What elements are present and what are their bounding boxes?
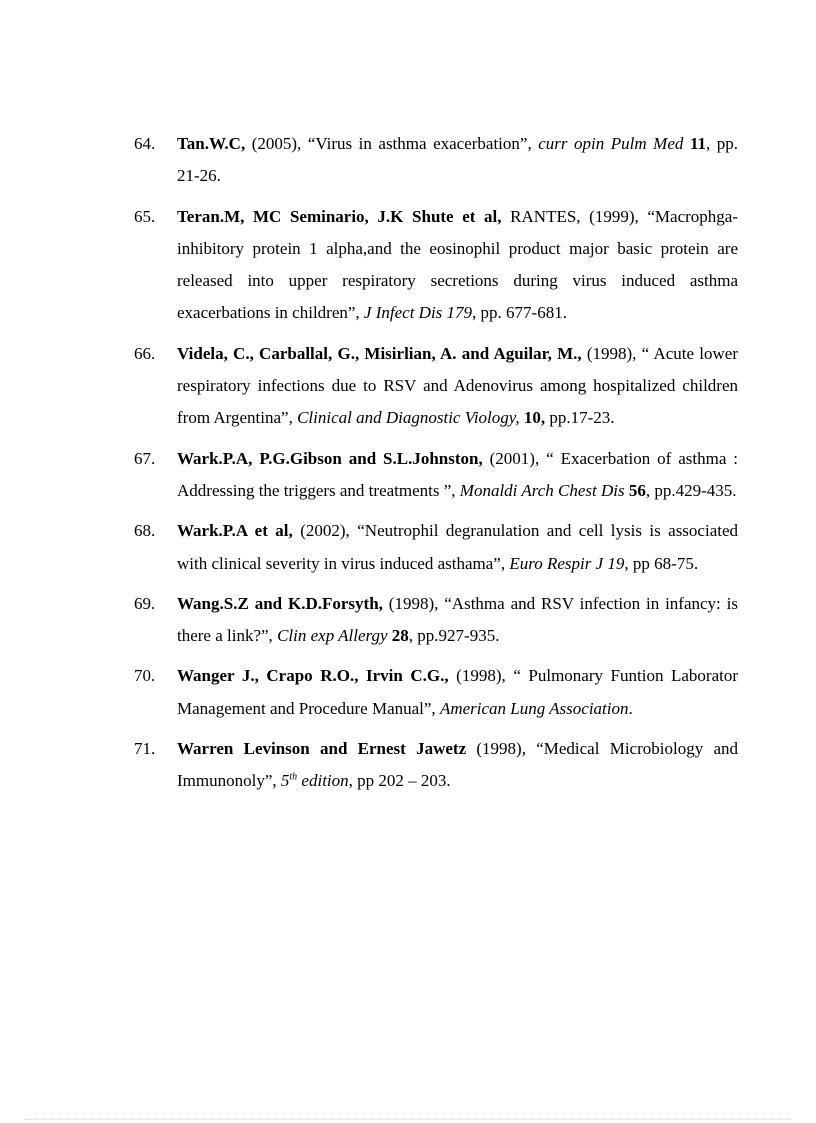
reference-number: 70. xyxy=(134,666,156,686)
reference-year: (1998), xyxy=(581,343,642,363)
reference-title: “ Pulmonary Funtion Laborator Management and Procedure Manual”, xyxy=(177,666,739,718)
reference-item xyxy=(134,515,738,580)
reference-title: “ Acute lower respiratory infections due to RSV and Adenovirus among hospitalized children from Argentina”, xyxy=(177,343,738,428)
reference-year: (2002), xyxy=(292,521,358,541)
reference-number: 67. xyxy=(134,448,156,468)
reference-year: (1998), xyxy=(382,593,445,613)
reference-volume: 28 xyxy=(391,626,409,646)
reference-text xyxy=(177,515,738,580)
reference-journal: curr opin Pulm Med xyxy=(538,134,684,153)
reference-volume: 11 xyxy=(689,134,706,153)
reference-item xyxy=(134,201,738,330)
reference-pages: . xyxy=(628,698,633,718)
reference-edition xyxy=(281,771,349,790)
reference-item xyxy=(134,128,738,193)
reference-pages: , pp. 21-26. xyxy=(177,134,739,186)
reference-journal: Clin exp Allergy xyxy=(277,626,388,646)
reference-item xyxy=(134,443,738,508)
reference-text xyxy=(177,733,738,798)
reference-authors: Wark.P.A, P.G.Gibson and S.L.Johnston, xyxy=(177,448,483,468)
reference-number: 71. xyxy=(134,739,156,759)
reference-authors: Teran.M, MC Seminario, J.K Shute et al, xyxy=(177,206,502,226)
reference-year: (1998), xyxy=(448,666,514,686)
reference-number: 69. xyxy=(134,593,156,613)
page-bottom-border xyxy=(24,1119,792,1120)
reference-pages: pp.17-23. xyxy=(545,408,615,428)
reference-volume: 10, xyxy=(523,408,546,428)
reference-list xyxy=(134,128,738,806)
reference-title: “Neutrophil degranulation and cell lysis is associated with clinical severity in virus induced asthama”, xyxy=(177,521,739,573)
reference-title: “Macrophga-inhibitory protein 1 alpha,and the eosinophil product major basic protein are released into upper respiratory secretions during virus induced asthma exacerbations in children”, xyxy=(177,206,738,323)
reference-year: (2005), xyxy=(245,134,308,153)
reference-title: “Medical Microbiology and Immunonoly”, xyxy=(177,739,738,791)
reference-authors: Tan.W.C, xyxy=(177,134,246,153)
reference-journal: Monaldi Arch Chest Dis xyxy=(459,480,625,500)
reference-pages: , pp.429-435. xyxy=(645,480,737,500)
reference-pages: , pp.927-935. xyxy=(408,626,500,646)
reference-title: “ Exacerbation of asthma : Addressing the triggers and treatments ”, xyxy=(177,448,738,500)
reference-year: (1998), xyxy=(466,739,537,759)
reference-authors: Videla, C., Carballal, G., Misirlian, A. and Aguilar, M., xyxy=(177,343,582,363)
reference-item xyxy=(134,338,738,435)
reference-item xyxy=(134,588,738,653)
reference-journal: Euro Respir J 19 xyxy=(509,553,625,573)
reference-authors: Wanger J., Crapo R.O., Irvin C.G., xyxy=(177,666,449,686)
reference-authors: Warren Levinson and Ernest Jawetz xyxy=(177,739,467,759)
reference-text xyxy=(177,660,738,725)
reference-pages: , pp. 677-681. xyxy=(472,303,567,323)
reference-pages: , pp 202 – 203. xyxy=(348,771,451,791)
reference-year: RANTES, (1999), xyxy=(501,206,648,226)
reference-text xyxy=(177,201,738,330)
reference-item xyxy=(134,733,738,798)
reference-authors: Wang.S.Z and K.D.Forsyth, xyxy=(177,593,383,613)
reference-text xyxy=(177,443,738,508)
reference-text xyxy=(177,588,738,653)
reference-journal: American Lung Association xyxy=(439,698,629,718)
reference-number: 65. xyxy=(134,206,156,226)
reference-title: “Virus in asthma exacerbation”, xyxy=(307,134,539,153)
reference-title: “Asthma and RSV infection in infancy: is there a link?”, xyxy=(177,593,739,646)
reference-pages: , pp 68-75. xyxy=(624,553,699,573)
reference-journal: J Infect Dis 179 xyxy=(363,303,473,323)
reference-number: 64. xyxy=(134,134,156,153)
reference-journal: Clinical and Diagnostic Viology, xyxy=(297,408,520,428)
reference-number: 66. xyxy=(134,343,156,363)
reference-item xyxy=(134,660,738,725)
reference-volume: 56 xyxy=(628,480,646,500)
edition-number: 5 xyxy=(280,771,290,791)
reference-number: 68. xyxy=(134,521,156,541)
reference-year: (2001), xyxy=(482,448,547,468)
reference-text xyxy=(177,128,738,193)
reference-authors: Wark.P.A et al, xyxy=(177,521,293,541)
edition-word: edition xyxy=(297,771,349,791)
edition-superscript: th xyxy=(289,771,298,783)
reference-text xyxy=(177,338,738,435)
